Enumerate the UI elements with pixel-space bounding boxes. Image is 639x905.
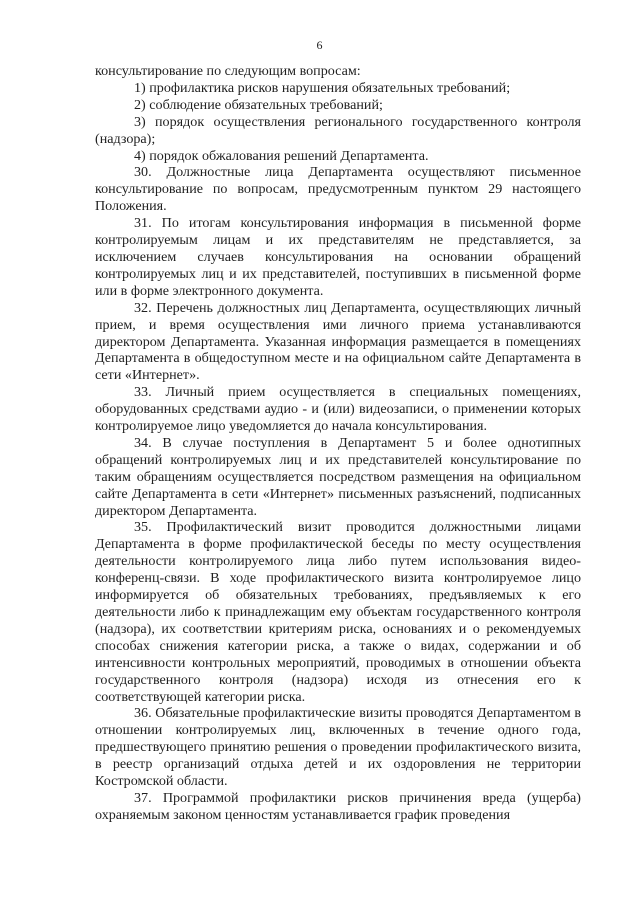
clause-36: 36. Обязательные профилактические визиты проводятся Департаментом в отношении контролируемых лиц, включенных в течение одного года, предшествующего принятию решения о проведении профилактического визита, в реестр организаций отдыха детей и их оздоровления не территории Костромской области. <box>95 705 581 790</box>
list-item-2: 2) соблюдение обязательных требований; <box>134 96 383 113</box>
clause-35: 35. Профилактический визит проводится должностными лицами Департамента в форме профилактической беседы по месту осуществления деятельности контролируемого лица либо путем использования видео-конференц-связи. В ходе профилактического визита контролируемое лицо информируется об обязательных требованиях, предъявляемых к его деятельности либо к принадлежащим ему объектам государственного контроля (надзора), их соответствии критериям риска, основаниях и о рекомендуемых способах снижения категории риска, а также о видах, содержании и об интенсивности контрольных мероприятий, проводимых в отношении объекта государственного контроля (надзора) исходя из отнесения его к соответствующей категории риска. <box>95 519 581 705</box>
list-item-1: 1) профилактика рисков нарушения обязательных требований; <box>134 79 511 96</box>
clause-30: 30. Должностные лица Департамента осуществляют письменное консультирование по вопросам, предусмотренным пунктом 29 настоящего Положения. <box>95 164 581 215</box>
document-body <box>95 63 581 824</box>
clause-31: 31. По итогам консультирования информация в письменной форме контролируемым лицам и их представителям не представляется, за исключением случаев консультирования на основании обращений контролируемых лиц и их представителей, поступивших в письменной форме или в форме электронного документа. <box>95 215 581 299</box>
page-number: 6 <box>316 38 323 52</box>
list-item-3: 3) порядок осуществления регионального государственного контроля (надзора); <box>95 113 581 147</box>
list-item-4: 4) порядок обжалования решений Департамента. <box>134 147 429 164</box>
clause-33: 33. Личный прием осуществляется в специальных помещениях, оборудованных средствами аудио - и (или) видеозаписи, о применении которых контролируемое лицо уведомляется до начала консультирования. <box>95 384 581 435</box>
clause-32: 32. Перечень должностных лиц Департамента, осуществляющих личный прием, и время осуществления ими личного приема устанавливаются директором Департамента. Указанная информация размещается в помещениях Департамента в общедоступном месте и на официальном сайте Департамента в сети «Интернет». <box>95 299 581 384</box>
clause-34: 34. В случае поступления в Департамент 5 и более однотипных обращений контролируемых лиц и их представителей консультирование по таким обращениям осуществляется посредством размещения на официальном сайте Департамента в сети «Интернет» письменных разъяснений, подписанных директором Департамента. <box>95 434 581 519</box>
clause-37: 37. Программой профилактики рисков причинения вреда (ущерба) охраняемым законом ценностям устанавливается график проведения <box>95 789 581 823</box>
paragraph-continuation: консультирование по следующим вопросам: <box>95 63 361 79</box>
